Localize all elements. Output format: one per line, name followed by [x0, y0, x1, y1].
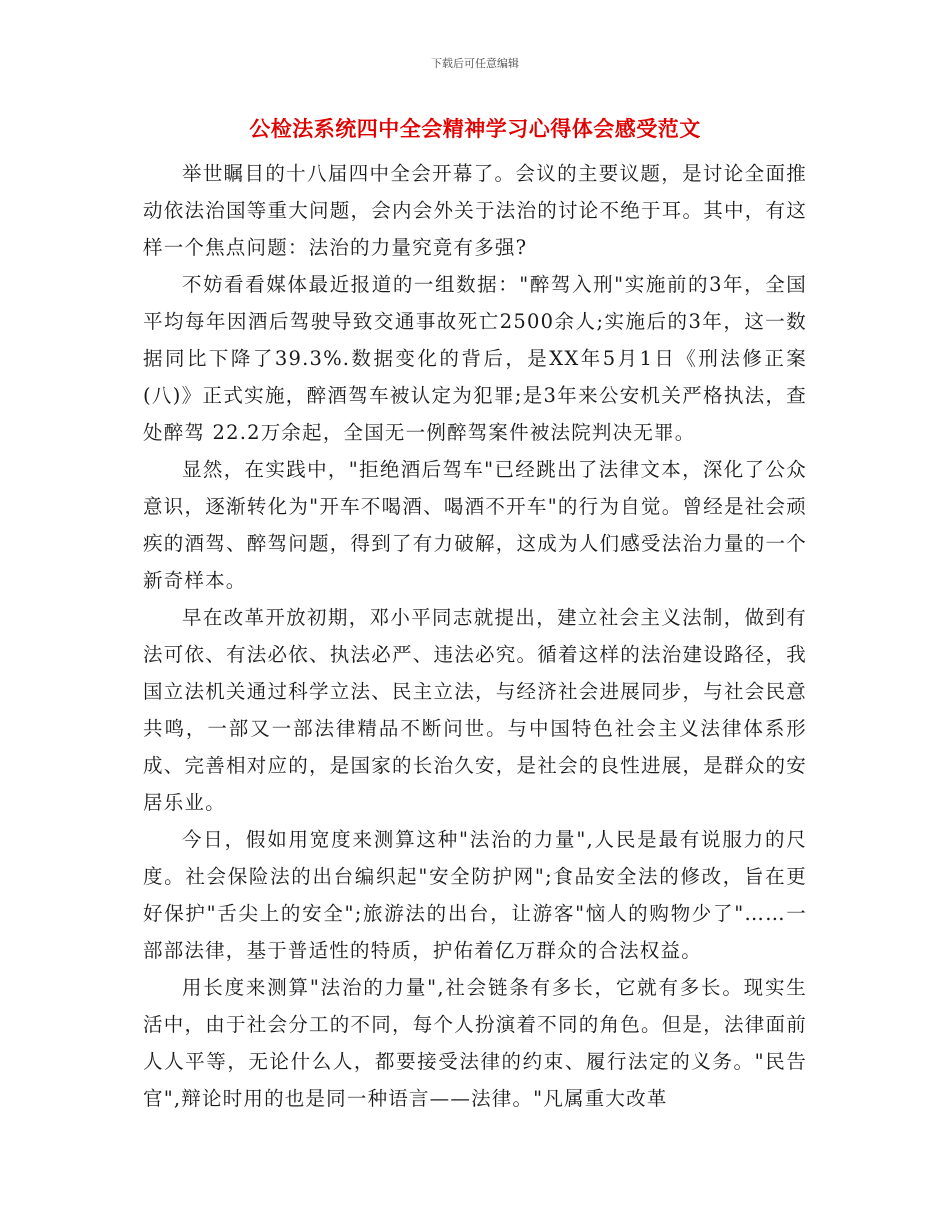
document-body [143, 155, 807, 1117]
paragraph: 不妨看看媒体最近报道的一组数据："醉驾入刑"实施前的3年，全国平均每年因酒后驾驶导致交通事故死亡2500余人;实施后的3年，这一数据同比下降了39.3%.数据变化的背后，是XX年5月1日《刑法修正案(八)》正式实施，醉酒驾车被认定为犯罪;是3年来公安机关严格执法，查处醉驾 22.2万余起，全国无一例醉驾案件被法院判决无罪。 [143, 273, 807, 444]
page-header-note: 下载后可任意编辑 [431, 57, 519, 70]
paragraph: 早在改革开放初期，邓小平同志就提出，建立社会主义法制，做到有法可依、有法必依、执法必严、违法必究。循着这样的法治建设路径，我国立法机关通过科学立法、民主立法，与经济社会进展同步，与社会民意共鸣，一部又一部法律精品不断问世。与中国特色社会主义法律体系形成、完善相对应的，是国家的长治久安，是社会的良性进展，是群众的安居乐业。 [143, 606, 807, 814]
paragraph: 用长度来测算"法治的力量",社会链条有多长，它就有多长。现实生活中，由于社会分工的不同，每个人扮演着不同的角色。但是，法律面前人人平等，无论什么人，都要接受法律的约束、履行法定的义务。"民告官",辩论时用的也是同一种语言——法律。"凡属重大改革 [143, 976, 807, 1110]
paragraph: 显然，在实践中，"拒绝酒后驾车"已经跳出了法律文本，深化了公众意识，逐渐转化为"开车不喝酒、喝酒不开车"的行为自觉。曾经是社会顽疾的酒驾、醉驾问题，得到了有力破解，这成为人们感受法治力量的一个新奇样本。 [143, 458, 807, 592]
paragraph: 举世瞩目的十八届四中全会开幕了。会议的主要议题，是讨论全面推动依法治国等重大问题，会内会外关于法治的讨论不绝于耳。其中，有这样一个焦点问题：法治的力量究竟有多强? [143, 162, 807, 259]
paragraph: 今日，假如用宽度来测算这种"法治的力量",人民是最有说服力的尺度。社会保险法的出台编织起"安全防护网";食品安全法的修改，旨在更好保护"舌尖上的安全";旅游法的出台，让游客"恼人的购物少了"……一部部法律，基于普适性的特质，护佑着亿万群众的合法权益。 [143, 828, 807, 962]
document-title: 公检法系统四中全会精神学习心得体会感受范文 [249, 117, 701, 141]
